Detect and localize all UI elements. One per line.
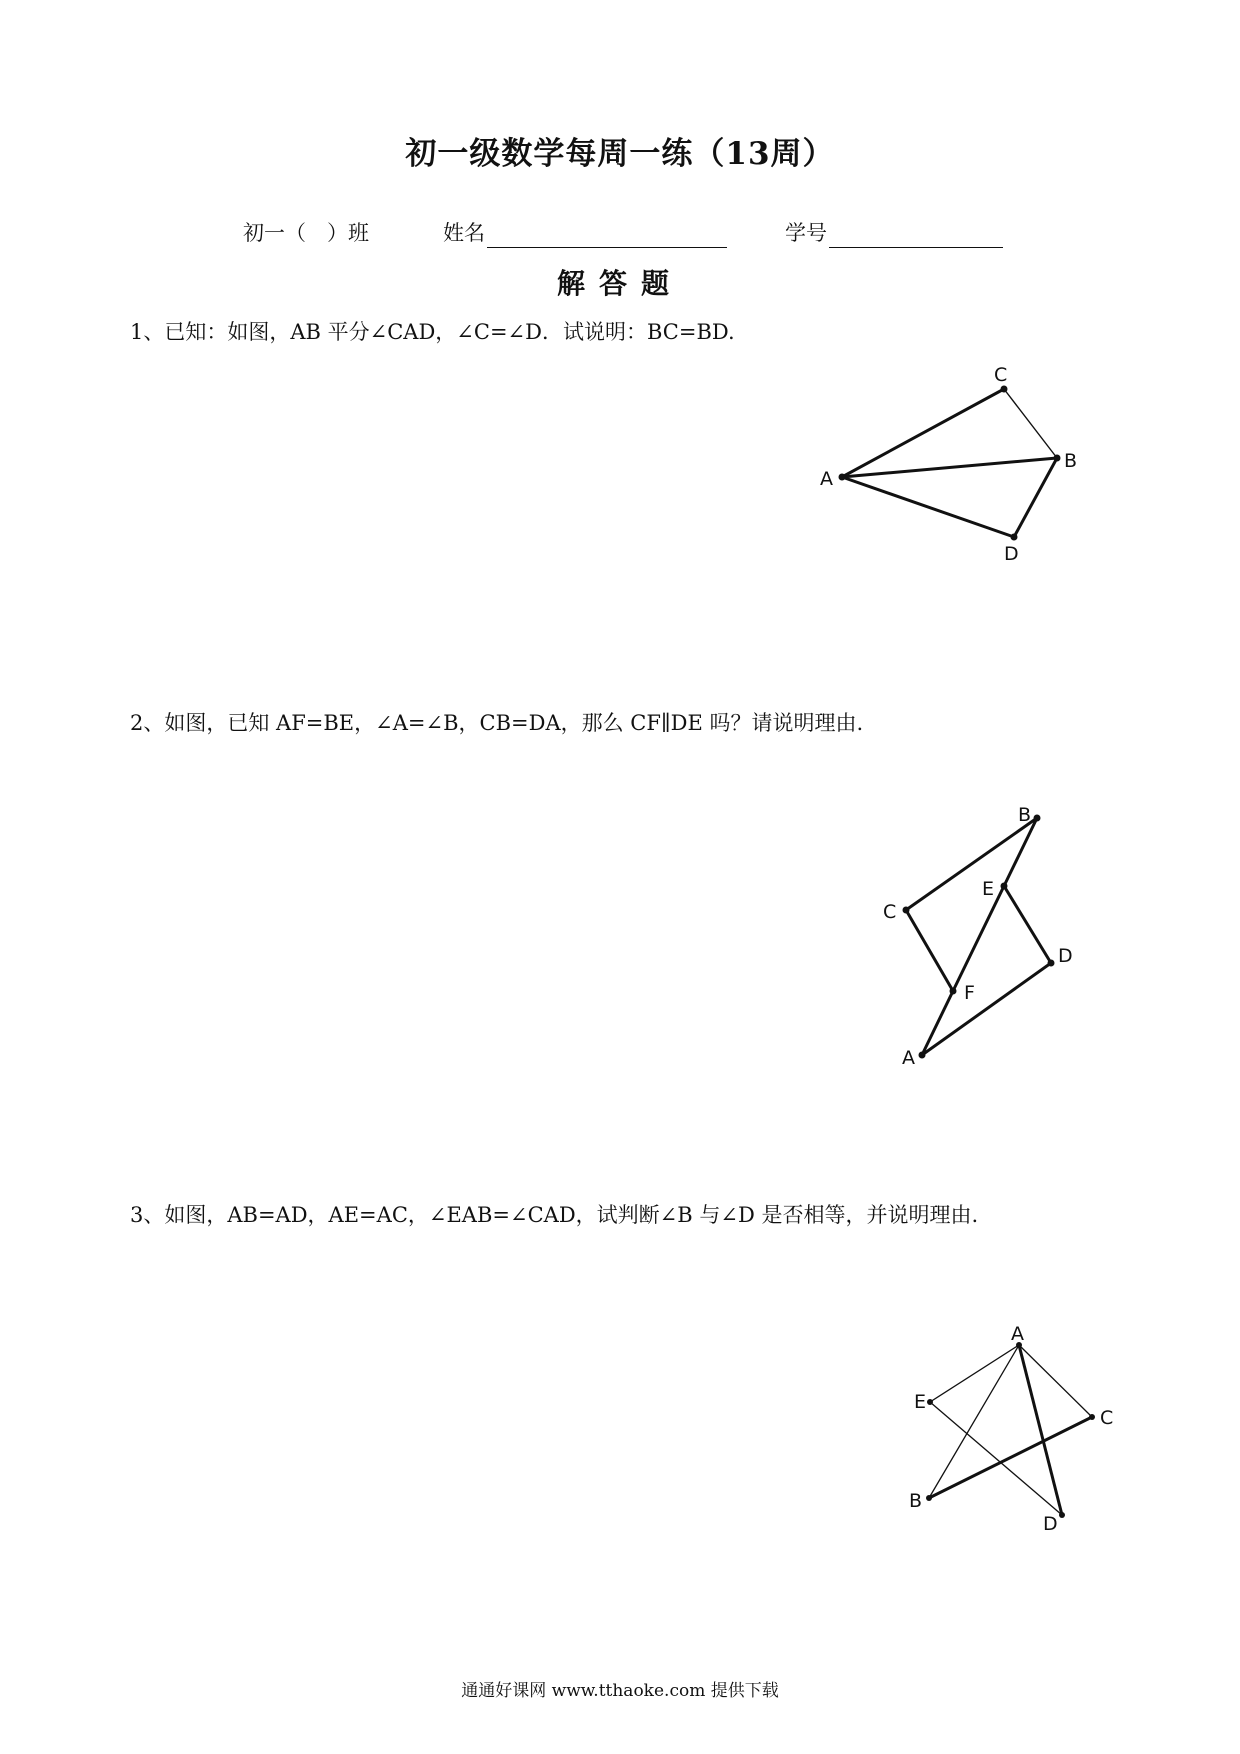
question-3-text: 3、如图，AB=AD，AE=AC，∠EAB=∠CAD，试判断∠B 与∠D 是否相等，并说明理由. (130, 1203, 979, 1227)
label-c: C (1100, 1407, 1114, 1429)
segment-ac (1019, 1345, 1092, 1417)
page-title: 初一级数学每周一练（13周） (405, 136, 835, 172)
footer: 通通好课网 www.tthaoke.com 提供下载 (461, 1681, 779, 1701)
point-b (926, 1495, 932, 1501)
label-a: A (902, 1047, 915, 1069)
label-e: E (982, 878, 995, 900)
question-2-text: 2、如图，已知 AF=BE，∠A=∠B，CB=DA，那么 CF∥DE 吗？请说明理由. (130, 711, 864, 735)
label-b: B (1064, 450, 1078, 472)
label-a: A (820, 468, 833, 490)
name-label: 姓名 (443, 221, 485, 245)
segment-ae (930, 1345, 1019, 1402)
label-d: D (1043, 1513, 1058, 1535)
label-c: C (883, 901, 897, 923)
label-f: F (964, 982, 975, 1004)
question-1-text: 1、已知：如图，AB 平分∠CAD，∠C=∠D．试说明：BC=BD. (130, 320, 735, 344)
segment-ad (1019, 1345, 1062, 1515)
section-heading: 解答题 (556, 267, 683, 300)
point-e (927, 1399, 933, 1405)
label-e: E (914, 1391, 927, 1413)
label-d: D (1004, 543, 1019, 565)
label-b: B (1018, 804, 1032, 826)
label-b: B (909, 1490, 923, 1512)
label-d: D (1058, 945, 1073, 967)
point-d (1059, 1512, 1065, 1518)
number-label: 学号 (785, 221, 827, 245)
label-c: C (994, 364, 1008, 386)
point-c (1089, 1414, 1095, 1420)
segment-ed (930, 1402, 1062, 1515)
class-label: 初一（ ）班 (243, 221, 369, 245)
label-a: A (1011, 1323, 1024, 1345)
